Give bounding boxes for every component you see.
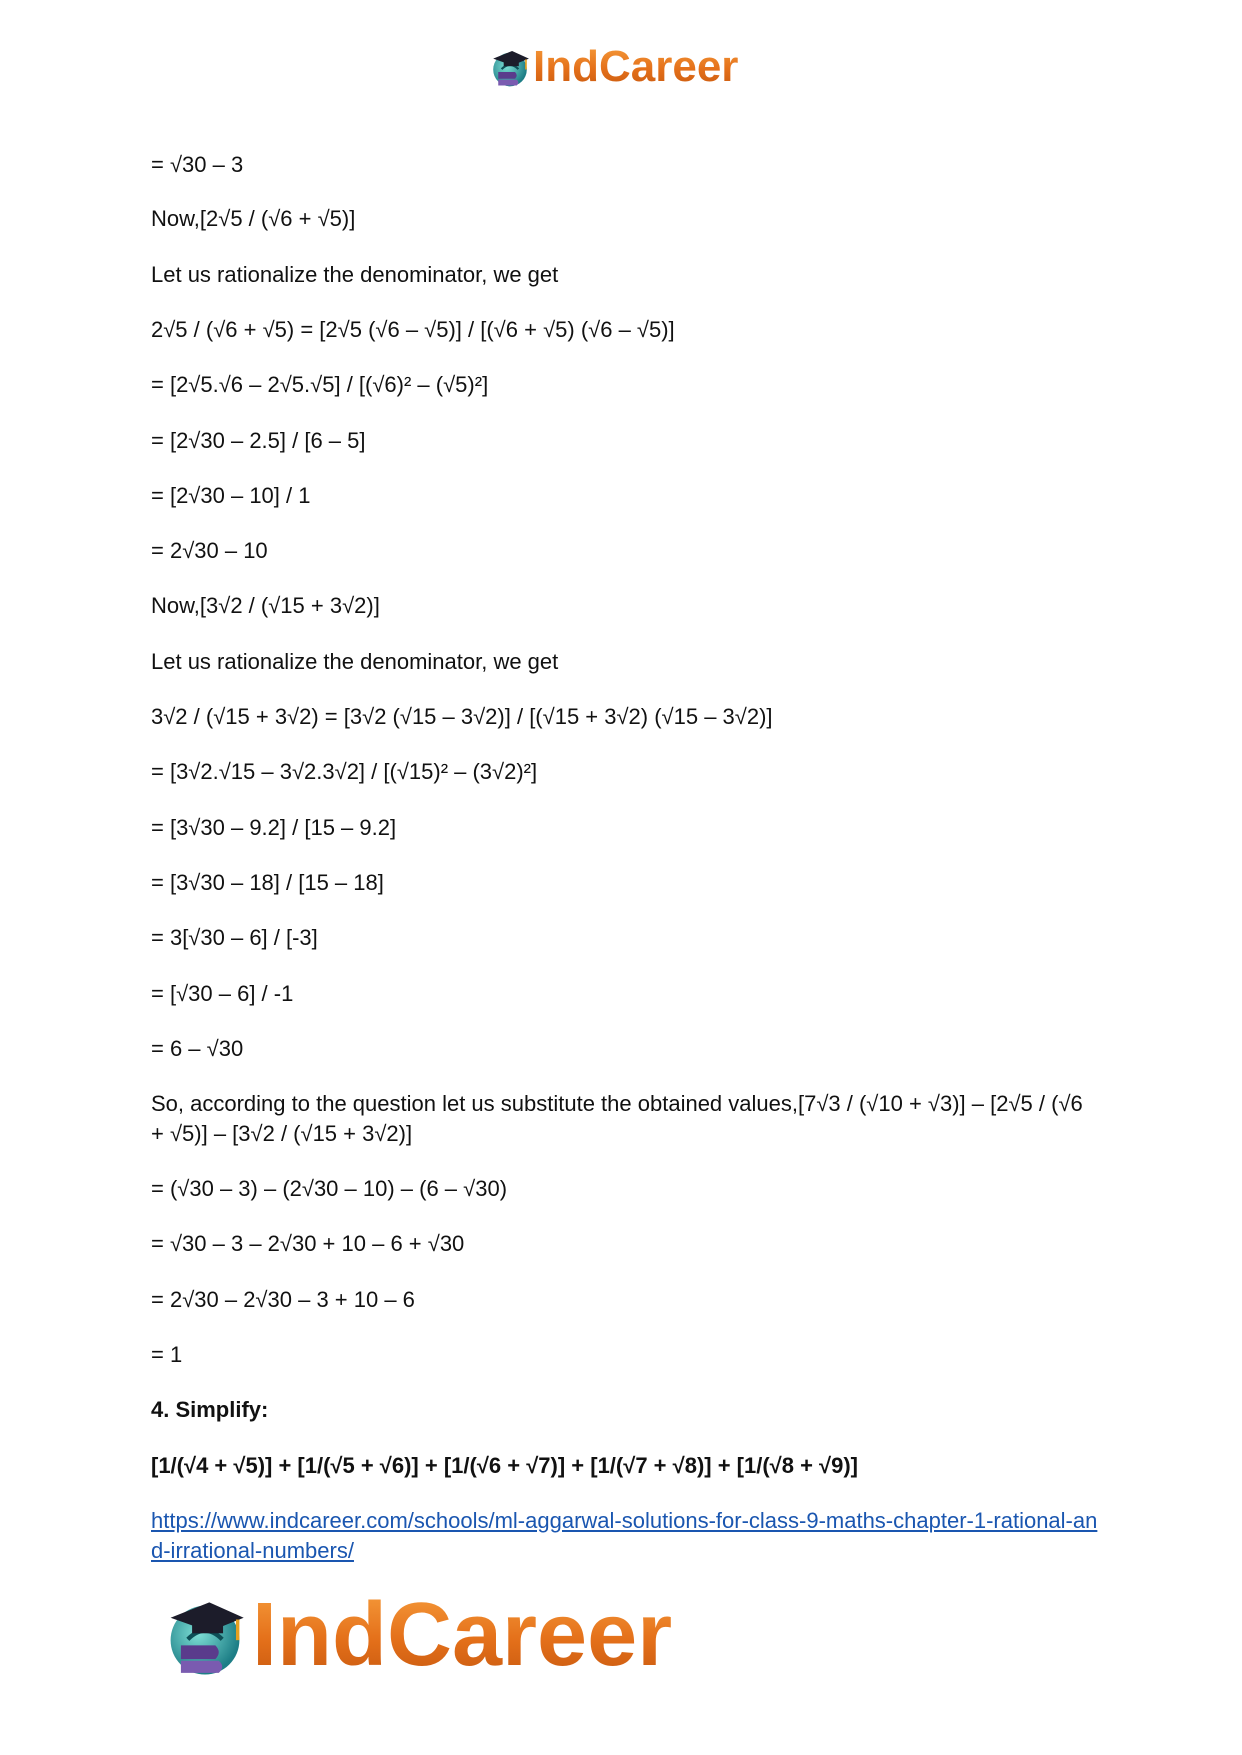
text-line: = 2√30 – 2√30 – 3 + 10 – 6	[151, 1287, 415, 1312]
graduation-cap-globe-icon	[162, 1592, 248, 1678]
footer-logo-text: IndCareer	[252, 1585, 673, 1685]
text-line: Let us rationalize the denominator, we get	[151, 262, 559, 287]
text-line: = [3√30 – 9.2] / [15 – 9.2]	[151, 815, 397, 840]
text-line: Now,[3√2 / (√15 + 3√2)]	[151, 593, 380, 618]
text-line: 3√2 / (√15 + 3√2) = [3√2 (√15 – 3√2)] / [(√15 + 3√2) (√15 – 3√2)]	[151, 704, 773, 729]
text-line: = [√30 – 6] / -1	[151, 981, 294, 1006]
text-line: = [2√30 – 10] / 1	[151, 483, 311, 508]
question-heading: 4. Simplify:	[151, 1397, 269, 1422]
text-line: = (√30 – 3) – (2√30 – 10) – (6 – √30)	[151, 1176, 508, 1201]
text-line: = √30 – 3 – 2√30 + 10 – 6 + √30	[151, 1231, 465, 1256]
graduation-cap-globe-icon	[489, 46, 531, 88]
source-link-line	[151, 1506, 1101, 1566]
text-line: Now,[2√5 / (√6 + √5)]	[151, 206, 356, 231]
footer-logo	[162, 1585, 672, 1685]
source-link[interactable]: https://www.indcareer.com/schools/ml-aggarwal-solutions-for-class-9-maths-chapter-1-rational-and-irrational-numbers/	[151, 1508, 1098, 1563]
text-line: = 1	[151, 1342, 183, 1367]
text-line: = 2√30 – 10	[151, 538, 268, 563]
text-line: = 3[√30 – 6] / [-3]	[151, 925, 318, 950]
text-line: = [2√5.√6 – 2√5.√5] / [(√6)² – (√5)²]	[151, 372, 489, 397]
text-line: = √30 – 3	[151, 152, 244, 177]
text-line: = 6 – √30	[151, 1036, 244, 1061]
text-line: = [3√2.√15 – 3√2.3√2] / [(√15)² – (3√2)²]	[151, 759, 538, 784]
text-line: 2√5 / (√6 + √5) = [2√5 (√6 – √5)] / [(√6 + √5) (√6 – √5)]	[151, 317, 675, 342]
header-logo-text: IndCareer	[533, 42, 739, 91]
text-line: = [3√30 – 18] / [15 – 18]	[151, 870, 384, 895]
header-logo	[489, 42, 738, 92]
text-paragraph: So, according to the question let us substitute the obtained values,[7√3 / (√10 + √3)] – [2√5 / (√6 + √5)] – [3√2 / (√15 + 3√2)]	[151, 1091, 1083, 1146]
text-line: Let us rationalize the denominator, we get	[151, 649, 559, 674]
question-expression: [1/(√4 + √5)] + [1/(√5 + √6)] + [1/(√6 + √7)] + [1/(√7 + √8)] + [1/(√8 + √9)]	[151, 1453, 859, 1478]
text-line: = [2√30 – 2.5] / [6 – 5]	[151, 428, 366, 453]
